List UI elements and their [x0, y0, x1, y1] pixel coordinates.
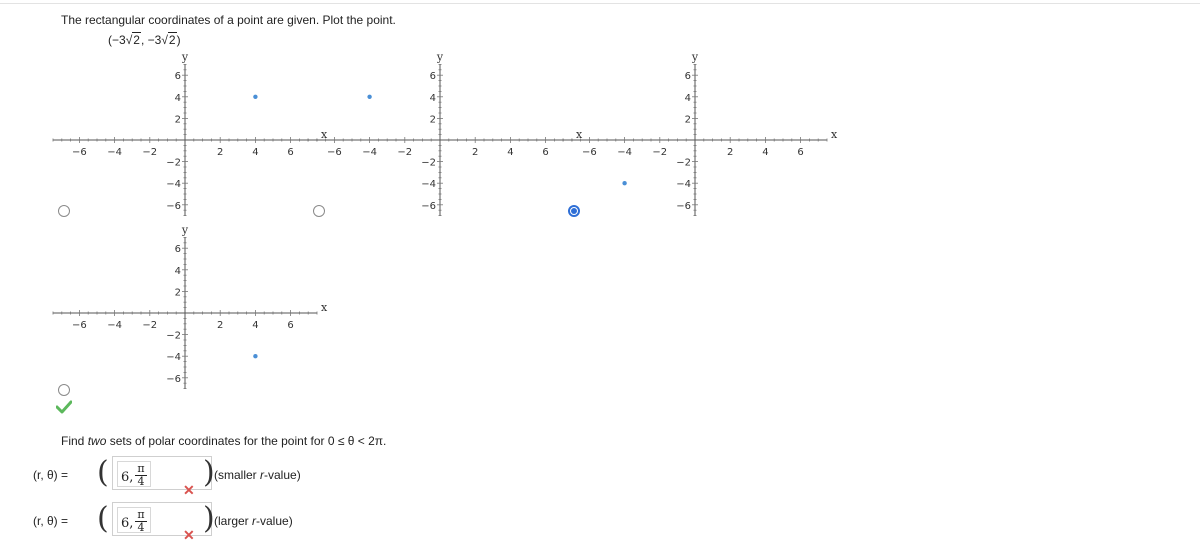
- y-tick-label: −2: [166, 157, 181, 169]
- x-tick-label: −6: [72, 147, 87, 158]
- x-tick-label: 2: [472, 147, 479, 158]
- y-tick-label: 4: [174, 265, 181, 277]
- y-tick-label: −4: [421, 179, 436, 191]
- y-tick-label: 4: [684, 92, 691, 104]
- y-tick-label: 6: [684, 71, 691, 83]
- x-tick-label: −2: [142, 320, 158, 331]
- radio-option-b[interactable]: [313, 205, 325, 217]
- y-tick-label: 6: [174, 244, 181, 256]
- y-tick-label: 4: [429, 92, 436, 104]
- x-tick-label: 2: [217, 147, 224, 158]
- x-tick-label: −6: [72, 320, 87, 331]
- y-axis-label: y: [181, 223, 189, 237]
- x-tick-label: −4: [617, 147, 632, 158]
- x-tick-label: 4: [507, 147, 514, 158]
- answer-input-larger[interactable]: [112, 502, 212, 536]
- radio-option-d[interactable]: [58, 384, 70, 396]
- question-prompt: The rectangular coordinates of a point are given. Plot the point.: [61, 13, 396, 27]
- x-tick-label: −2: [142, 147, 158, 158]
- answer-input-smaller[interactable]: [112, 456, 212, 490]
- x-icon: ✕: [183, 527, 195, 543]
- y-axis-label: y: [436, 50, 444, 64]
- plot-option-d: [65, 223, 328, 388]
- answer-label: (r, θ) =: [33, 468, 69, 482]
- x-tick-label: −6: [582, 147, 597, 158]
- x-tick-label: 6: [797, 147, 804, 158]
- y-tick-label: −4: [166, 352, 181, 364]
- x-tick-label: 4: [252, 320, 259, 331]
- x-tick-label: −4: [107, 147, 122, 158]
- x-axis-label: x: [576, 128, 583, 141]
- y-tick-label: 6: [429, 71, 436, 83]
- right-paren: ): [203, 501, 215, 536]
- right-paren: ): [203, 455, 215, 490]
- y-tick-label: −2: [676, 157, 691, 169]
- y-tick-label: −2: [421, 157, 436, 169]
- answer-input-inner[interactable]: [117, 507, 151, 533]
- x-icon: ✕: [183, 482, 195, 498]
- larger-r-note: (larger r-value): [214, 514, 293, 528]
- x-tick-label: −4: [362, 147, 377, 158]
- y-axis-label: y: [181, 50, 189, 64]
- y-tick-label: 2: [174, 287, 181, 299]
- plot-option-a: [65, 50, 328, 215]
- y-axis-label: y: [691, 50, 699, 64]
- x-tick-label: 2: [217, 320, 224, 331]
- x-tick-label: 2: [727, 147, 734, 158]
- x-axis-label: x: [321, 128, 328, 141]
- r-value: 6,: [121, 470, 134, 485]
- x-axis-label: x: [831, 128, 838, 141]
- x-tick-label: −2: [652, 147, 668, 158]
- data-point: [367, 95, 371, 99]
- plot-a-svg: [65, 50, 328, 215]
- plot-option-b: [320, 50, 583, 215]
- radio-option-c[interactable]: [568, 205, 580, 217]
- plot-d-svg: [65, 223, 328, 388]
- x-tick-label: 6: [287, 147, 294, 158]
- top-divider: [0, 3, 1200, 4]
- theta-fraction: $\frac{\pi}{4}$: [135, 463, 147, 488]
- data-point: [253, 95, 257, 99]
- y-tick-label: −6: [166, 200, 181, 212]
- data-point: [253, 354, 257, 358]
- part2-prompt: Find two sets of polar coordinates for the point for 0 ≤ θ < 2π.: [61, 434, 387, 448]
- r-value: 6,: [121, 516, 134, 531]
- x-tick-label: −4: [107, 320, 122, 331]
- answer-input-inner[interactable]: [117, 461, 151, 487]
- x-tick-label: −2: [397, 147, 413, 158]
- plot-c-svg: [575, 50, 838, 215]
- check-icon: [56, 400, 72, 414]
- radio-option-a[interactable]: [58, 205, 70, 217]
- answer-label: (r, θ) =: [33, 514, 69, 528]
- x-tick-label: −6: [327, 147, 342, 158]
- x-tick-label: 4: [762, 147, 769, 158]
- y-tick-label: 2: [429, 114, 436, 126]
- given-coordinates: (−3√2, −3√2): [108, 33, 181, 47]
- left-paren: (: [97, 501, 109, 536]
- smaller-r-note: (smaller r-value): [214, 468, 301, 482]
- y-tick-label: 4: [174, 92, 181, 104]
- y-tick-label: 2: [684, 114, 691, 126]
- plot-b-svg: [320, 50, 583, 215]
- y-tick-label: −6: [676, 200, 691, 212]
- y-tick-label: −6: [166, 373, 181, 385]
- y-tick-label: −4: [166, 179, 181, 191]
- y-tick-label: −6: [421, 200, 436, 212]
- x-tick-label: 4: [252, 147, 259, 158]
- y-tick-label: 2: [174, 114, 181, 126]
- x-axis-label: x: [321, 301, 328, 314]
- left-paren: (: [97, 455, 109, 490]
- y-tick-label: −4: [676, 179, 691, 191]
- plot-option-c: [575, 50, 838, 215]
- y-tick-label: 6: [174, 71, 181, 83]
- data-point: [622, 181, 626, 185]
- x-tick-label: 6: [542, 147, 549, 158]
- theta-fraction: $\frac{\pi}{4}$: [135, 509, 147, 534]
- y-tick-label: −2: [166, 330, 181, 342]
- x-tick-label: 6: [287, 320, 294, 331]
